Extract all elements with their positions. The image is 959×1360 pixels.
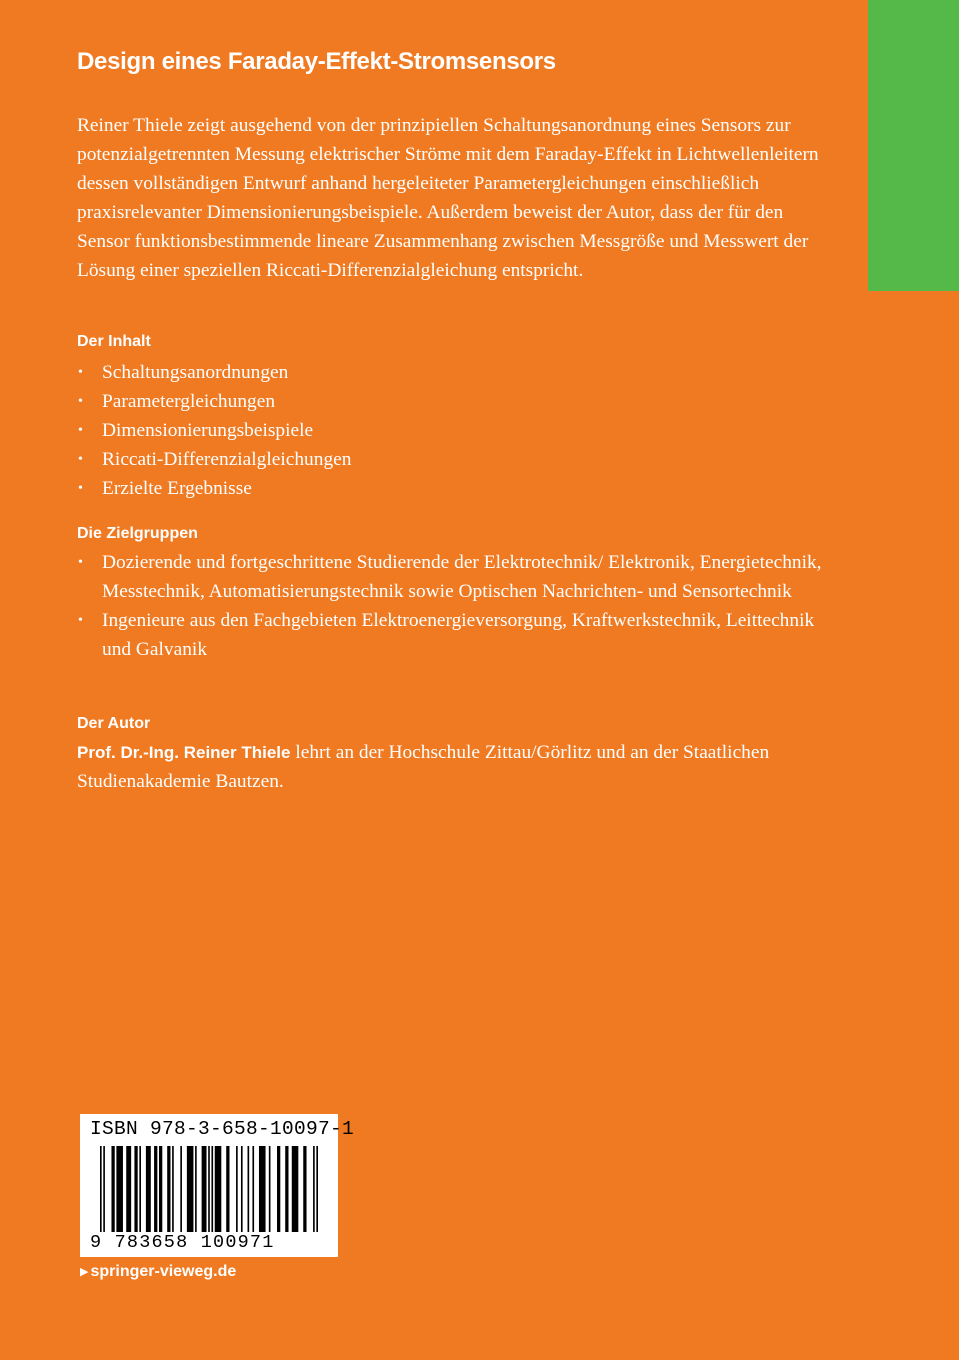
- barcode-bar: [285, 1146, 288, 1232]
- list-item: • Dimensionierungsbeispiele: [77, 416, 837, 445]
- barcode-bar: [313, 1146, 315, 1232]
- author-name: Prof. Dr.-Ing. Reiner Thiele: [77, 743, 291, 762]
- author-bio: [77, 738, 837, 796]
- barcode-bar: [269, 1146, 271, 1232]
- barcode-bar: [172, 1146, 174, 1232]
- audience-heading: Die Zielgruppen: [77, 525, 198, 542]
- publisher-link[interactable]: ▶ springer-vieweg.de: [80, 1263, 237, 1280]
- barcode-bar: [236, 1146, 238, 1232]
- green-accent-tab: [868, 0, 959, 291]
- isbn-barcode-box: [80, 1114, 355, 1257]
- barcode-bar: [277, 1146, 280, 1232]
- bullet-icon: •: [78, 423, 83, 438]
- triangle-right-icon: ▶: [80, 1266, 89, 1278]
- barcode-bar: [180, 1146, 182, 1232]
- contents-heading: Der Inhalt: [77, 333, 151, 350]
- barcode-bar: [159, 1146, 162, 1232]
- barcode-bar: [111, 1146, 114, 1232]
- barcode-bar: [208, 1146, 210, 1232]
- barcode-bar: [252, 1146, 254, 1232]
- barcode-bar: [103, 1146, 105, 1232]
- barcode-icon: [100, 1146, 318, 1236]
- barcode-bar: [146, 1146, 151, 1232]
- intro-paragraph: Reiner Thiele zeigt ausgehend von der prinzipiellen Schaltungsanordnung eines Sensors zur potenzialgetrennten Messung elektrischer Ströme mit dem Faraday-Effekt in Lichtwellenleitern dessen vollständigen Entwurf anhand hergeleiteter Parametergleichungen einschließlich praxisrelevanter Dimensionierungsbeispiele. Außerdem beweist der Autor, dass der für den Sensor funktionsbestimmende lineare Zusammenhang zwischen Messgröße und Messwert der Lösung einer speziellen Riccati-Differenzialgleichung entspricht.: [77, 115, 819, 281]
- author-heading: Der Autor: [77, 715, 151, 732]
- list-item: • Schaltungsanordnungen: [77, 358, 837, 387]
- bullet-icon: •: [78, 481, 83, 496]
- barcode-bar: [202, 1146, 207, 1232]
- bullet-icon: •: [78, 394, 83, 409]
- barcode-bar: [126, 1146, 131, 1232]
- barcode-bar: [248, 1146, 250, 1232]
- barcode-bar: [211, 1146, 213, 1232]
- barcode-bar: [154, 1146, 157, 1232]
- isbn-label: ISBN 978-3-658-10097-1: [90, 1118, 355, 1140]
- barcode-bar: [259, 1146, 266, 1232]
- bullet-icon: •: [78, 452, 83, 467]
- audience-list: [77, 548, 837, 664]
- barcode-digits: 9 783658 100971: [90, 1232, 275, 1253]
- bullet-icon: •: [78, 555, 83, 570]
- list-item: • Erzielte Ergebnisse: [77, 474, 837, 503]
- list-item: • Parametergleichungen: [77, 387, 837, 416]
- barcode-bar: [303, 1146, 306, 1232]
- contents-list: [77, 358, 837, 503]
- book-title: Design eines Faraday-Effekt-Stromsensors: [77, 48, 556, 75]
- barcode-bar: [139, 1146, 141, 1232]
- barcode-bar: [116, 1146, 123, 1232]
- barcode-bar: [134, 1146, 137, 1232]
- barcode-bar: [292, 1146, 299, 1232]
- author-bio-text: lehrt an der Hochschule Zittau/Görlitz und an der Staatlichen Studienakademie Bautzen.: [77, 742, 770, 792]
- barcode-bar: [100, 1146, 102, 1232]
- barcode-bar: [187, 1146, 194, 1232]
- list-item: • Dozierende und fortgeschrittene Studierende der Elektrotechnik/ Elektronik, Energietechnik, Messtechnik, Automatisierungstechnik sowie Optischen Nachrichten- und Sensortechnik: [77, 548, 837, 606]
- barcode-bar: [316, 1146, 318, 1232]
- barcode-bar: [226, 1146, 229, 1232]
- barcode-bar: [195, 1146, 197, 1232]
- barcode-bar: [167, 1146, 170, 1232]
- list-item: • Riccati-Differenzialgleichungen: [77, 445, 837, 474]
- list-item: • Ingenieure aus den Fachgebieten Elektroenergieversorgung, Kraftwerkstechnik, Leittechnik und Galvanik: [77, 606, 837, 664]
- barcode-bar: [215, 1146, 222, 1232]
- barcode-bar: [241, 1146, 243, 1232]
- bullet-icon: •: [78, 365, 83, 380]
- bullet-icon: •: [78, 613, 83, 628]
